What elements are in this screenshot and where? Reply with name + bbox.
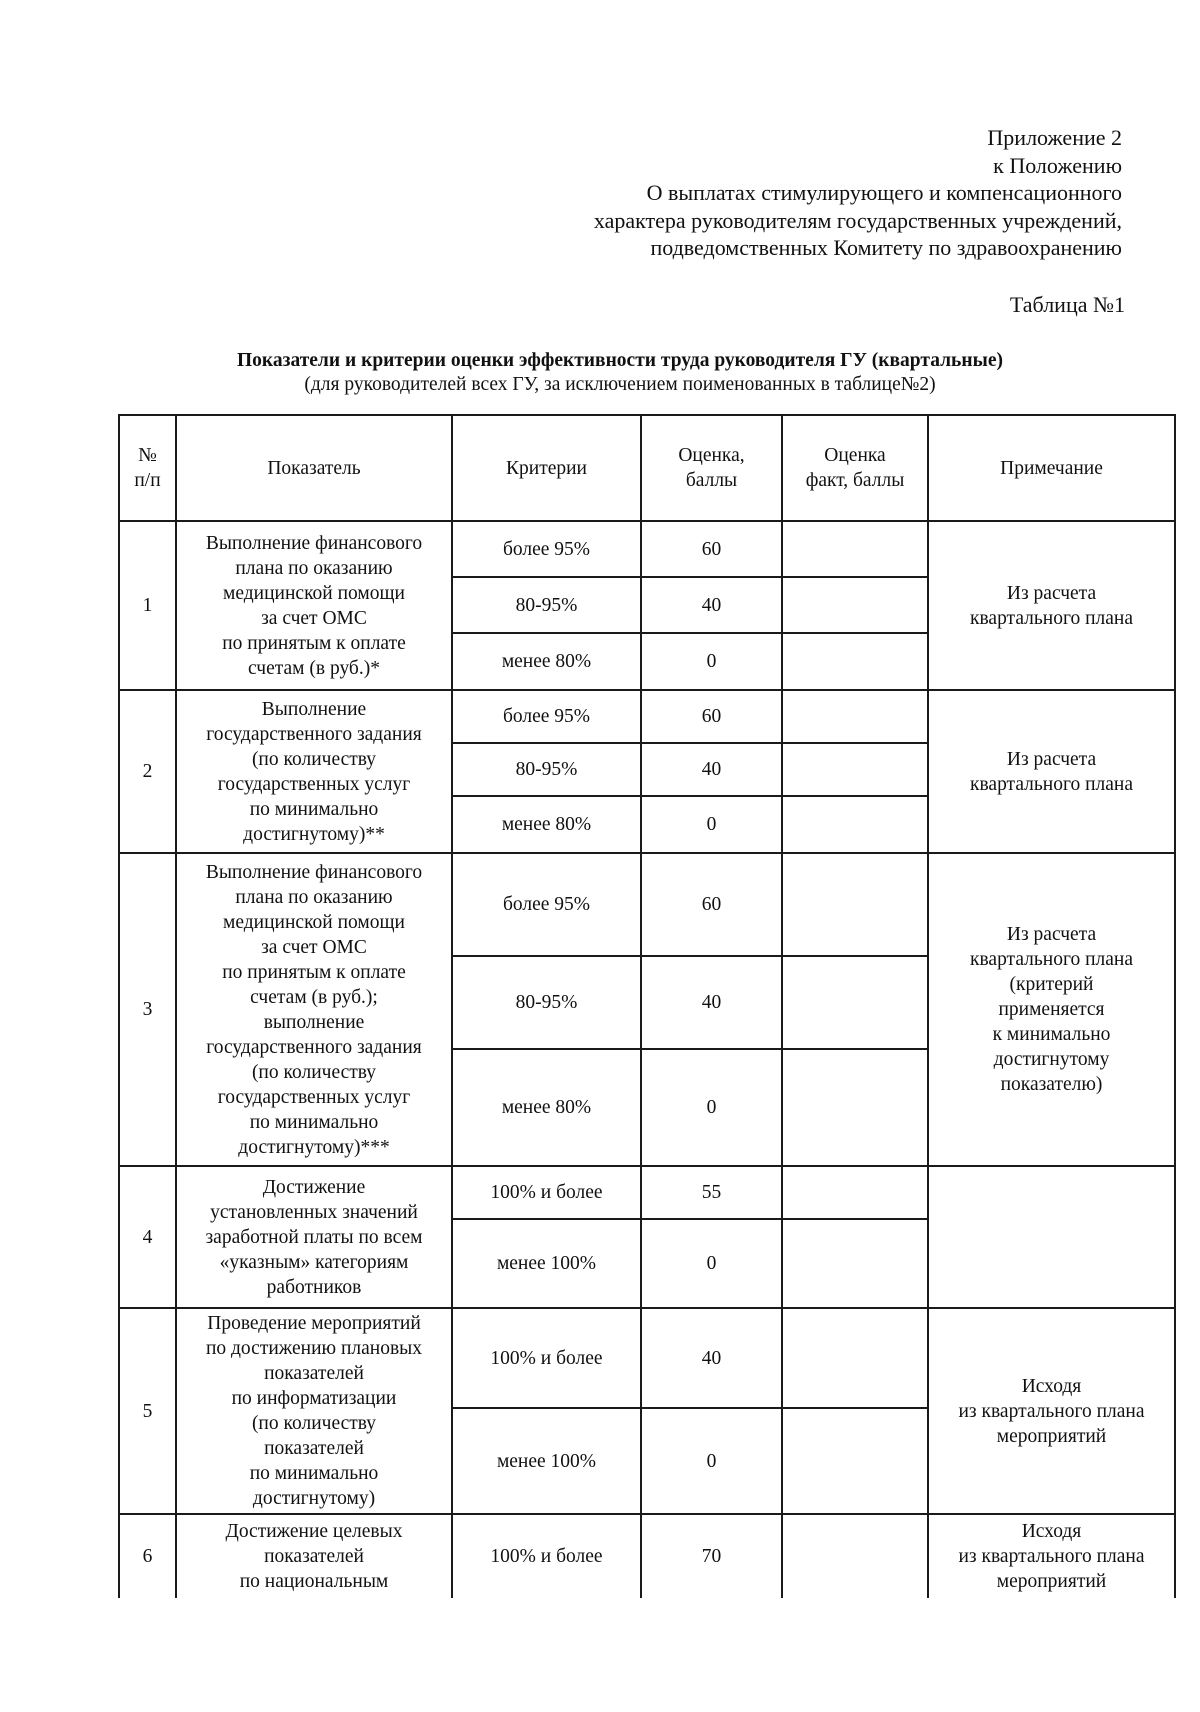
score-cell: 40 bbox=[641, 956, 782, 1049]
table-label: Таблица №1 bbox=[1009, 292, 1125, 317]
appendix-line: характера руководителям государственных учреждений, bbox=[593, 207, 1122, 233]
row-num: 1 bbox=[119, 521, 176, 690]
score-cell: 40 bbox=[641, 1308, 782, 1408]
score-cell: 40 bbox=[641, 743, 782, 796]
criteria-cell: более 95% bbox=[452, 521, 641, 577]
header-score: Оценка, баллы bbox=[641, 415, 782, 521]
fact-cell bbox=[782, 853, 928, 956]
score-cell: 60 bbox=[641, 853, 782, 956]
header-indicator: Показатель bbox=[176, 415, 452, 521]
criteria-cell: менее 80% bbox=[452, 796, 641, 853]
score-cell: 0 bbox=[641, 796, 782, 853]
fact-cell bbox=[782, 633, 928, 690]
fact-cell bbox=[782, 1514, 928, 1598]
score-cell: 60 bbox=[641, 690, 782, 743]
score-cell: 0 bbox=[641, 633, 782, 690]
fact-cell bbox=[782, 521, 928, 577]
table-row bbox=[119, 1166, 1175, 1219]
table-header-row bbox=[119, 415, 1175, 521]
criteria-cell: менее 80% bbox=[452, 633, 641, 690]
header-note: Примечание bbox=[928, 415, 1175, 521]
criteria-cell: менее 100% bbox=[452, 1219, 641, 1308]
criteria-cell: 100% и более bbox=[452, 1514, 641, 1598]
criteria-cell: более 95% bbox=[452, 853, 641, 956]
fact-cell bbox=[782, 956, 928, 1049]
criteria-cell: 80-95% bbox=[452, 577, 641, 633]
row-num: 6 bbox=[119, 1514, 176, 1598]
row-indicator: Выполнение государственного задания (по количеству государственных услуг по минимально достигнутому)** bbox=[176, 690, 452, 853]
row-indicator: Достижение целевых показателей по национальным bbox=[176, 1514, 452, 1598]
table-row bbox=[119, 690, 1175, 743]
criteria-cell: более 95% bbox=[452, 690, 641, 743]
fact-cell bbox=[782, 1219, 928, 1308]
criteria-cell: 100% и более bbox=[452, 1308, 641, 1408]
score-cell: 60 bbox=[641, 521, 782, 577]
score-cell: 70 bbox=[641, 1514, 782, 1598]
row-indicator: Достижение установленных значений заработной платы по всем «указным» категориям работников bbox=[176, 1166, 452, 1308]
note-cell: Исходя из квартального плана мероприятий bbox=[928, 1308, 1175, 1514]
fact-cell bbox=[782, 1308, 928, 1408]
row-indicator: Проведение мероприятий по достижению плановых показателей по информатизации (по количеству показателей по минимально достигнутому) bbox=[176, 1308, 452, 1514]
table-row bbox=[119, 853, 1175, 956]
table-row bbox=[119, 521, 1175, 577]
note-cell: Из расчета квартального плана (критерий применяется к минимально достигнутому показателю) bbox=[928, 853, 1175, 1166]
appendix-line: подведомственных Комитету по здравоохранению bbox=[650, 235, 1122, 260]
appendix-line: к Положению bbox=[993, 152, 1122, 178]
appendix-heading bbox=[594, 124, 1122, 262]
table-row bbox=[119, 1514, 1175, 1598]
row-num: 3 bbox=[119, 853, 176, 1166]
row-num: 5 bbox=[119, 1308, 176, 1514]
table-row bbox=[119, 1308, 1175, 1408]
header-criteria: Критерии bbox=[452, 415, 641, 521]
score-cell: 0 bbox=[641, 1408, 782, 1514]
criteria-cell: 100% и более bbox=[452, 1166, 641, 1219]
fact-cell bbox=[782, 796, 928, 853]
fact-cell bbox=[782, 690, 928, 743]
fact-cell bbox=[782, 1166, 928, 1219]
note-cell: Исходя из квартального плана мероприятий bbox=[928, 1514, 1175, 1598]
note-cell: Из расчета квартального плана bbox=[928, 521, 1175, 690]
score-cell: 55 bbox=[641, 1166, 782, 1219]
row-num: 4 bbox=[119, 1166, 176, 1308]
criteria-cell: 80-95% bbox=[452, 956, 641, 1049]
fact-cell bbox=[782, 1049, 928, 1166]
appendix-line: Приложение 2 bbox=[987, 125, 1122, 150]
criteria-cell: менее 80% bbox=[452, 1049, 641, 1166]
fact-cell bbox=[782, 743, 928, 796]
fact-cell bbox=[782, 1408, 928, 1514]
table-title: Показатели и критерии оценки эффективности труда руководителя ГУ (квартальные) bbox=[237, 350, 1003, 371]
row-num: 2 bbox=[119, 690, 176, 853]
score-cell: 40 bbox=[641, 577, 782, 633]
row-indicator: Выполнение финансового плана по оказанию медицинской помощи за счет ОМС по принятым к оплате счетам (в руб.); выполнение государственного задания (по количеству государственных услуг по минимально достигнутому)*** bbox=[176, 853, 452, 1166]
note-cell: Из расчета квартального плана bbox=[928, 690, 1175, 853]
note-cell bbox=[928, 1166, 1175, 1308]
criteria-table bbox=[118, 414, 1176, 1598]
score-cell: 0 bbox=[641, 1049, 782, 1166]
appendix-line: О выплатах стимулирующего и компенсационного bbox=[646, 180, 1122, 205]
header-num: № п/п bbox=[119, 415, 176, 521]
header-fact: Оценка факт, баллы bbox=[782, 415, 928, 521]
score-cell: 0 bbox=[641, 1219, 782, 1308]
row-indicator: Выполнение финансового плана по оказанию медицинской помощи за счет ОМС по принятым к оплате счетам (в руб.)* bbox=[176, 521, 452, 690]
table-subtitle: (для руководителей всех ГУ, за исключением поименованных в таблице№2) bbox=[304, 374, 936, 395]
criteria-cell: менее 100% bbox=[452, 1408, 641, 1514]
fact-cell bbox=[782, 577, 928, 633]
criteria-cell: 80-95% bbox=[452, 743, 641, 796]
